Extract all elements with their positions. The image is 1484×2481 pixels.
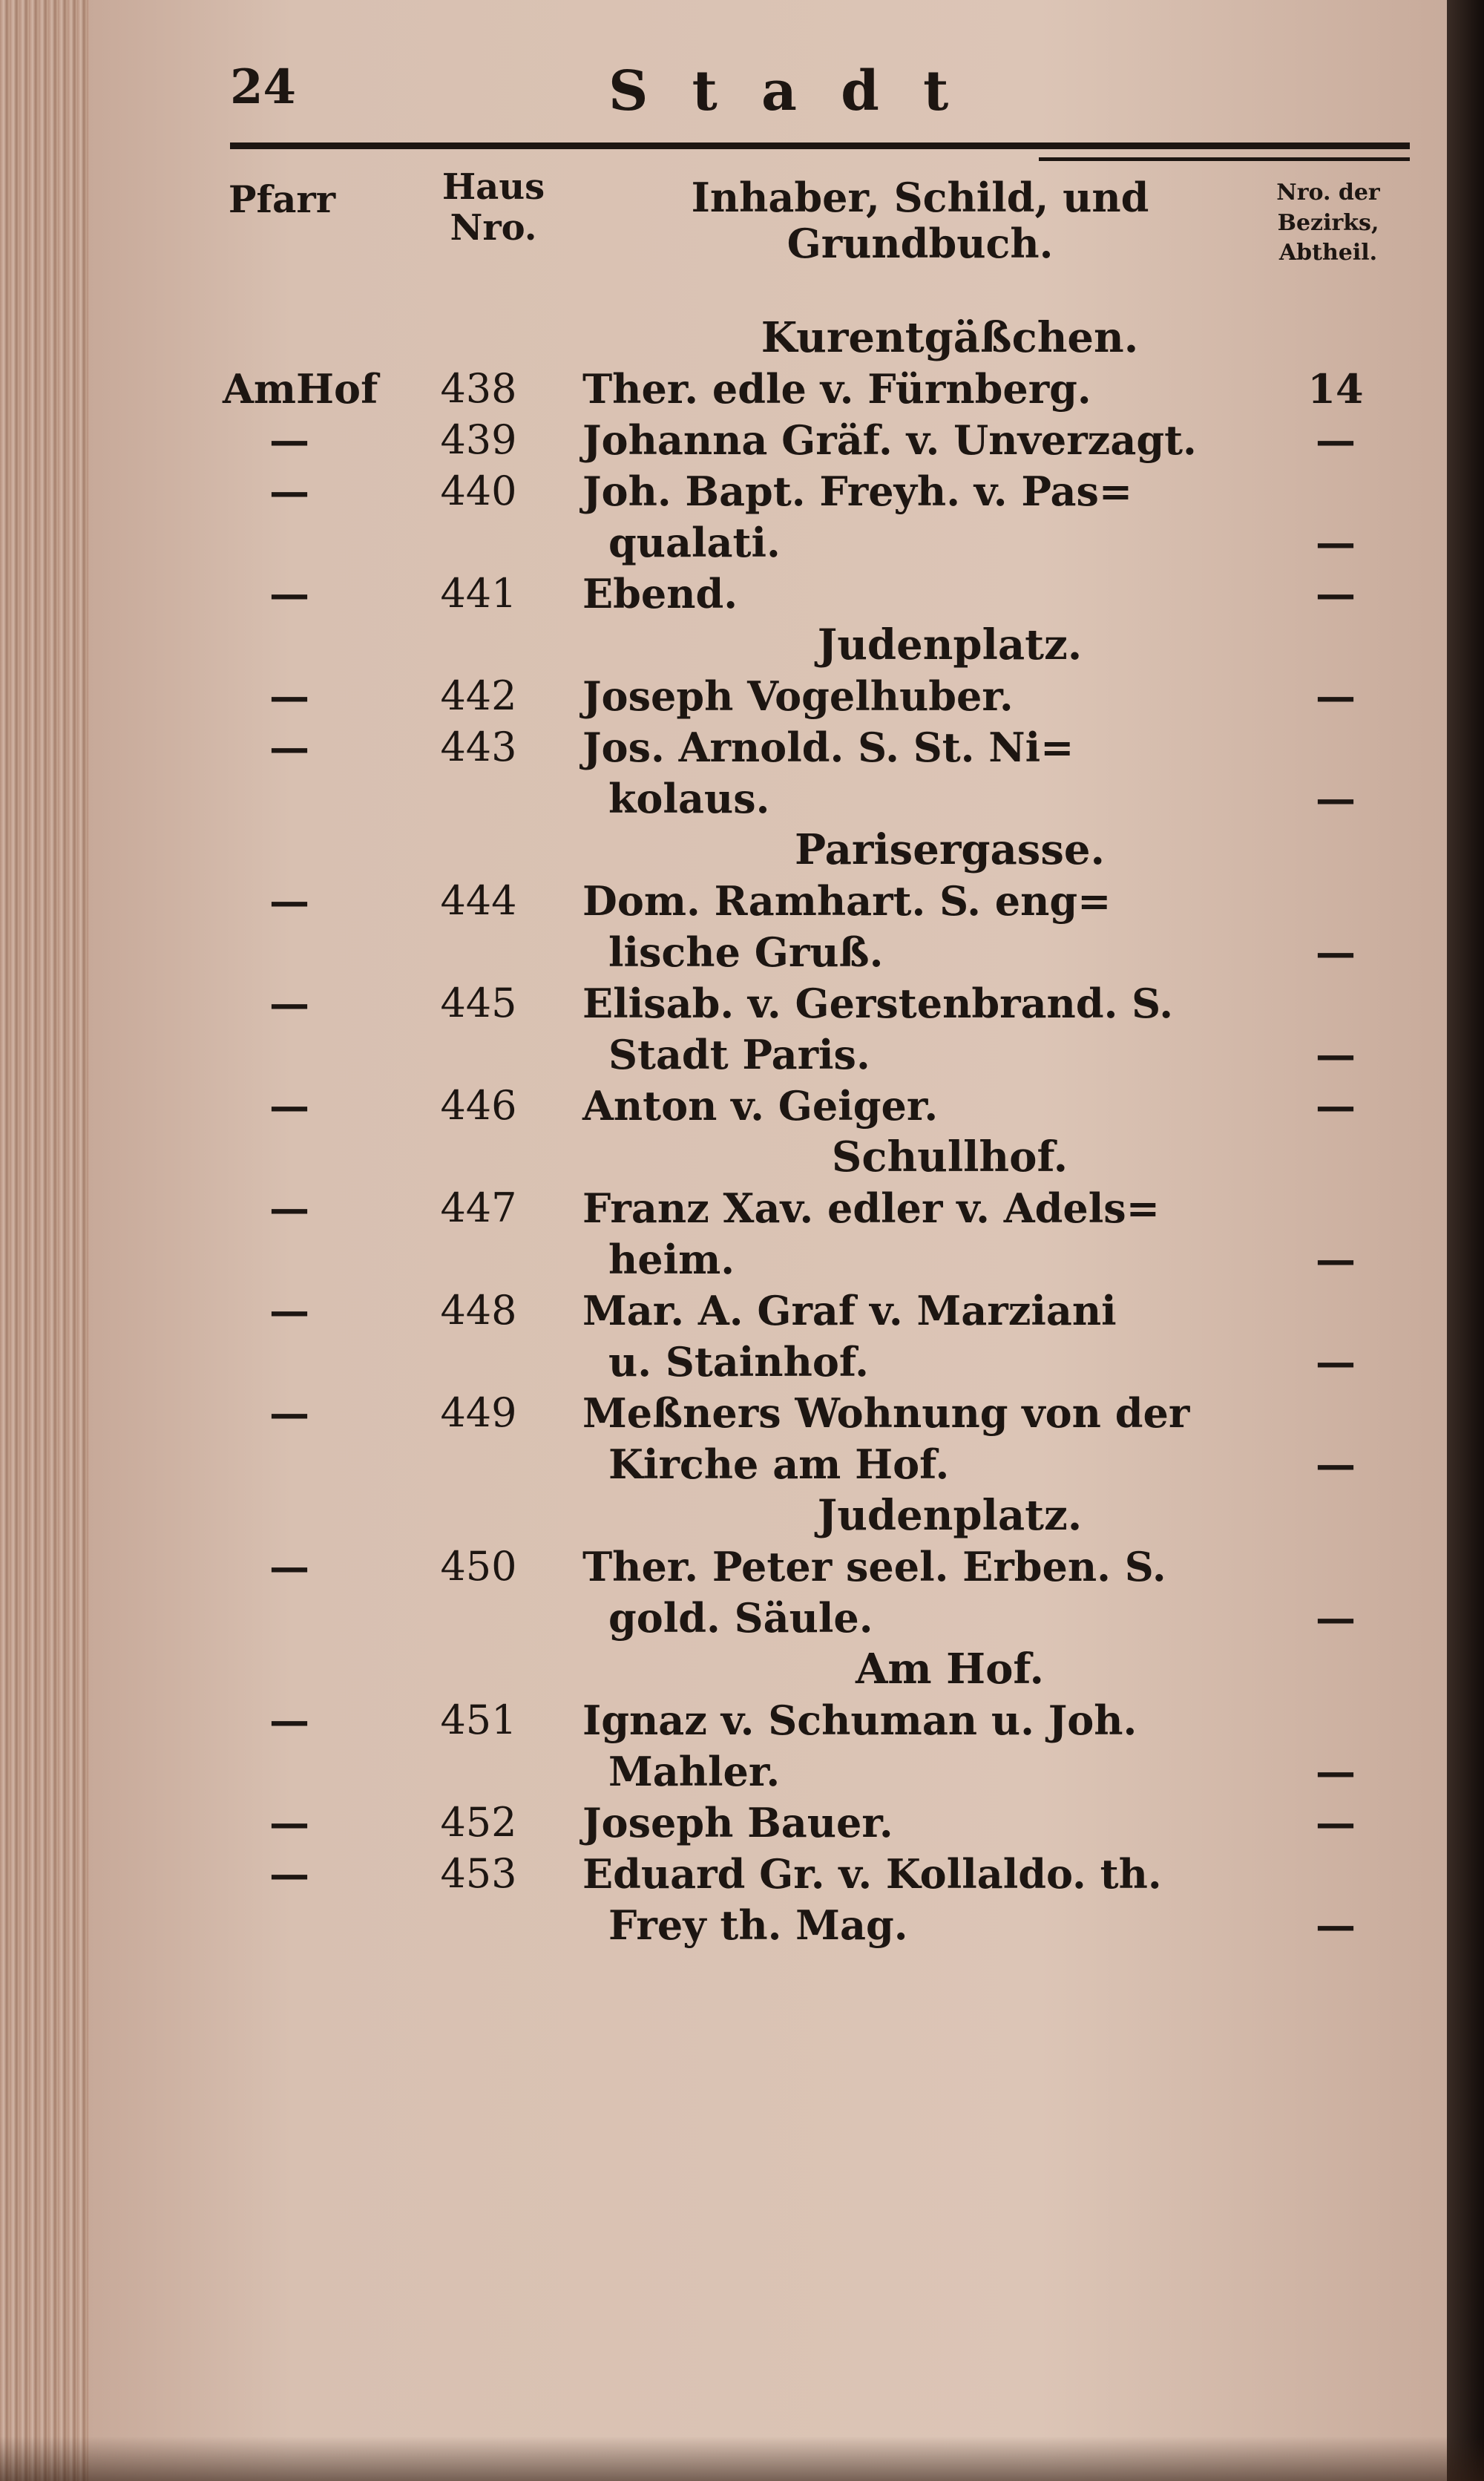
pfarr-cell: — xyxy=(269,1082,309,1130)
pfarr-cell: AmHof xyxy=(223,365,378,413)
owner-text: Ther. edle v. Fürnberg. xyxy=(582,365,1091,413)
pfarr-cell: — xyxy=(269,980,309,1027)
street-heading-row xyxy=(0,619,1484,671)
owner-text: heim. xyxy=(608,1236,735,1283)
bezirk-cell: 14 xyxy=(1307,365,1364,413)
register-row xyxy=(0,517,1484,568)
owner-text: qualati. xyxy=(608,519,781,566)
register-row xyxy=(0,875,1484,927)
owner-text: Mahler. xyxy=(608,1748,781,1795)
owner-text: Meßners Wohnung von der xyxy=(582,1389,1190,1437)
house-number: 443 xyxy=(440,724,517,770)
bezirk-cell: — xyxy=(1316,570,1356,617)
owner-text: Mar. A. Graf v. Marziani xyxy=(582,1287,1117,1334)
bezirk-cell: — xyxy=(1316,1441,1356,1488)
street-name: Parisergasse. xyxy=(795,825,1105,874)
street-name: Kurentgäßchen. xyxy=(761,313,1139,362)
bezirk-cell: — xyxy=(1316,519,1356,566)
pfarr-cell: — xyxy=(269,1799,309,1846)
column-header-haus-nro: Haus Nro. xyxy=(441,166,545,249)
page-shadow xyxy=(0,2436,1484,2481)
house-number: 452 xyxy=(440,1799,517,1846)
register-row xyxy=(0,465,1484,517)
register-row xyxy=(0,1899,1484,1951)
pfarr-cell: — xyxy=(269,416,309,464)
column-header-inhaber: Inhaber, Schild, und Grundbuch. xyxy=(691,174,1149,268)
owner-text: Johanna Gräf. v. Unverzagt. xyxy=(582,416,1197,464)
register-row xyxy=(0,1694,1484,1746)
house-number: 438 xyxy=(440,365,517,412)
pfarr-cell: — xyxy=(269,1389,309,1437)
owner-text: Elisab. v. Gerstenbrand. S. xyxy=(582,980,1174,1027)
owner-text: gold. Säule. xyxy=(608,1594,873,1642)
street-heading-row xyxy=(0,1489,1484,1541)
page-header xyxy=(0,45,1484,134)
pfarr-cell: — xyxy=(269,672,309,720)
bezirk-cell: — xyxy=(1316,928,1356,976)
pfarr-cell: — xyxy=(269,1287,309,1334)
pfarr-cell: — xyxy=(269,1543,309,1590)
house-number: 441 xyxy=(440,570,517,617)
house-number: 451 xyxy=(440,1697,517,1743)
bezirk-cell: — xyxy=(1316,1799,1356,1846)
house-number: 444 xyxy=(440,877,517,924)
street-heading-row xyxy=(0,1131,1484,1183)
bezirk-cell: — xyxy=(1316,1236,1356,1283)
register-row xyxy=(0,1592,1484,1644)
bezirk-cell: — xyxy=(1316,672,1356,720)
bezirk-cell: — xyxy=(1316,1594,1356,1642)
register-row xyxy=(0,1848,1484,1900)
column-header-bezirk: Nro. der Bezirks, Abtheil. xyxy=(1276,180,1380,266)
bezirk-cell: — xyxy=(1316,1901,1356,1949)
owner-text: kolaus. xyxy=(608,775,770,822)
pfarr-cell: — xyxy=(269,724,309,771)
owner-text: Ebend. xyxy=(582,570,738,617)
register-row xyxy=(0,1182,1484,1234)
register-row xyxy=(0,721,1484,773)
owner-text: Dom. Ramhart. S. eng= xyxy=(582,877,1112,925)
owner-text: Franz Xav. edler v. Adels= xyxy=(582,1184,1160,1232)
house-number: 445 xyxy=(440,980,517,1026)
owner-text: Stadt Paris. xyxy=(608,1031,870,1078)
register-row xyxy=(0,1285,1484,1337)
running-title: Stadt xyxy=(608,59,993,123)
pfarr-cell: — xyxy=(269,570,309,617)
pfarr-cell: — xyxy=(269,1184,309,1232)
register-row xyxy=(0,1746,1484,1797)
bezirk-cell: — xyxy=(1316,775,1356,822)
owner-text: lische Gruß. xyxy=(608,928,884,976)
house-number: 439 xyxy=(440,416,517,463)
pfarr-cell: — xyxy=(269,468,309,515)
street-heading-row xyxy=(0,1643,1484,1695)
house-number: 442 xyxy=(440,672,517,719)
register-row xyxy=(0,977,1484,1029)
house-number: 450 xyxy=(440,1543,517,1590)
street-name: Am Hof. xyxy=(855,1645,1045,1694)
bezirk-cell: — xyxy=(1316,1031,1356,1078)
house-number: 453 xyxy=(440,1850,517,1897)
house-number: 440 xyxy=(440,468,517,514)
bezirk-cell: — xyxy=(1316,416,1356,464)
register-row xyxy=(0,1797,1484,1849)
register-row xyxy=(0,1387,1484,1439)
register-row xyxy=(0,363,1484,415)
pfarr-cell: — xyxy=(269,877,309,925)
register-row xyxy=(0,1080,1484,1132)
house-number: 448 xyxy=(440,1287,517,1334)
header-rule xyxy=(230,142,1410,149)
owner-text: Eduard Gr. v. Kollaldo. th. xyxy=(582,1850,1162,1898)
register-row xyxy=(0,926,1484,978)
owner-text: Ignaz v. Schuman u. Joh. xyxy=(582,1697,1137,1744)
owner-text: u. Stainhof. xyxy=(608,1338,869,1386)
register-row xyxy=(0,568,1484,620)
pfarr-cell: — xyxy=(269,1850,309,1898)
owner-text: Joh. Bapt. Freyh. v. Pas= xyxy=(582,468,1133,515)
pfarr-cell: — xyxy=(269,1697,309,1744)
page-number: 24 xyxy=(230,59,297,115)
owner-text: Frey th. Mag. xyxy=(608,1901,908,1949)
register-row xyxy=(0,1541,1484,1593)
register-row xyxy=(0,1233,1484,1285)
house-number: 446 xyxy=(440,1082,517,1129)
register-row xyxy=(0,1336,1484,1388)
owner-text: Kirche am Hof. xyxy=(608,1441,950,1488)
header-rule-secondary xyxy=(1039,157,1410,161)
owner-text: Joseph Vogelhuber. xyxy=(582,672,1014,720)
bezirk-cell: — xyxy=(1316,1748,1356,1795)
street-name: Judenplatz. xyxy=(817,620,1083,669)
owner-text: Ther. Peter seel. Erben. S. xyxy=(582,1543,1166,1590)
register-row xyxy=(0,773,1484,825)
owner-text: Anton v. Geiger. xyxy=(582,1082,939,1130)
register-row xyxy=(0,670,1484,722)
street-name: Schullhof. xyxy=(831,1133,1068,1181)
street-heading-row xyxy=(0,312,1484,364)
owner-text: Jos. Arnold. S. St. Ni= xyxy=(582,724,1074,771)
register-row xyxy=(0,1029,1484,1081)
bezirk-cell: — xyxy=(1316,1338,1356,1386)
register-row xyxy=(0,414,1484,466)
register-row xyxy=(0,1438,1484,1490)
house-number: 449 xyxy=(440,1389,517,1436)
bezirk-cell: — xyxy=(1316,1082,1356,1130)
street-name: Judenplatz. xyxy=(817,1491,1083,1540)
house-number: 447 xyxy=(440,1184,517,1231)
column-header-pfarr: Pfarr xyxy=(228,177,336,221)
street-heading-row xyxy=(0,824,1484,876)
owner-text: Joseph Bauer. xyxy=(582,1799,893,1846)
